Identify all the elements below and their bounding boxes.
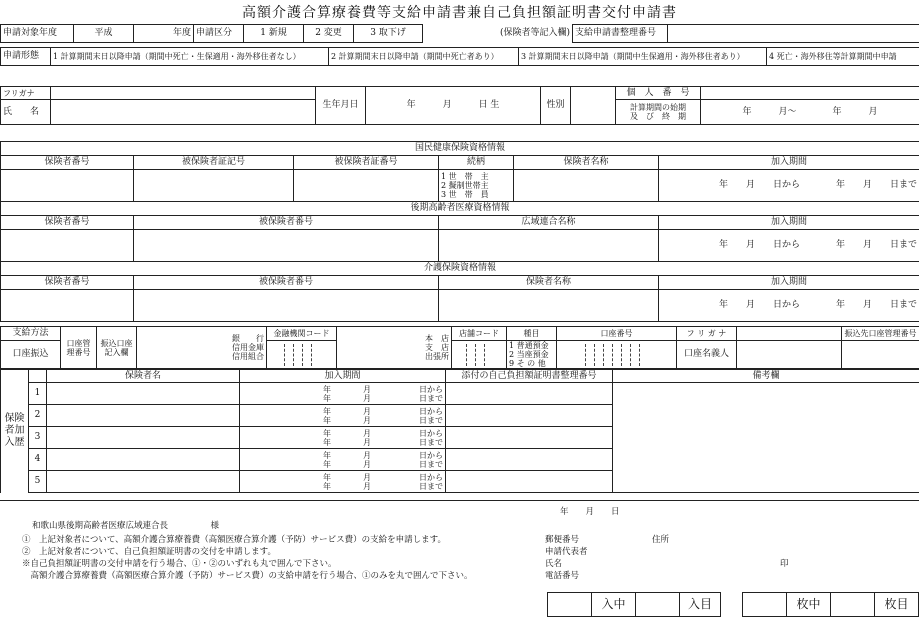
shumoku-options[interactable]: 1 普通預金 2 当座預金 9 そ の 他 [507, 341, 557, 369]
history-period-field[interactable]: 年 月 日から 年 月 日まで [240, 405, 446, 427]
kaigo-insurer-no-field[interactable] [1, 290, 134, 322]
count-field-3[interactable] [743, 593, 787, 617]
kaigo-insurer-name-field[interactable] [439, 290, 659, 322]
history-seiri-field[interactable] [446, 471, 613, 493]
form-type-label: 申請形態 [1, 48, 51, 66]
koza-no-label: 口座番号 [557, 327, 677, 341]
kokuho-col-period: 加入期間 [659, 156, 919, 170]
history-col-seiri: 添付の自己負担額証明書整理番号 [446, 370, 613, 383]
kokuho-col-insurer-name: 保険者名称 [514, 156, 659, 170]
kokuho-col-number: 被保険者証番号 [294, 156, 439, 170]
era-label: 平成 [74, 25, 134, 43]
history-row-no: 3 [29, 427, 47, 449]
form-type-option-3[interactable]: 3 計算期間末日以降申請（期間中生保適用・海外移住者あり） [519, 48, 767, 66]
kojin-label: 個 人 番 号 [616, 87, 701, 100]
history-table [0, 369, 919, 493]
kokuho-relation-options[interactable]: 1 世 帯 主 2 擬制世帯主 3 世 帯 員 [439, 170, 514, 202]
nendo-label: 年度 [134, 25, 194, 43]
furikomi-kanri-field[interactable] [842, 341, 919, 369]
history-period-field[interactable]: 年 月 日から 年 月 日まで [240, 383, 446, 405]
kouki-col-period: 加入期間 [659, 216, 919, 230]
history-insurer-field[interactable] [47, 383, 240, 405]
kubun-option-change[interactable]: 2 変更 [304, 25, 354, 43]
branch-type-options[interactable]: 本 店 支 店 出張所 [337, 327, 452, 369]
form-type-option-4[interactable]: 4 死亡・海外移住等計算期間中申請 [767, 48, 919, 66]
form-type-option-1[interactable]: 1 計算期間末日以降申請（期間中死亡・生保適用・海外移住者なし） [51, 48, 329, 66]
history-col-remarks: 備考欄 [613, 370, 919, 383]
kouki-union-field[interactable] [439, 230, 659, 262]
tenpo-code-label: 店舗コード [452, 327, 507, 341]
history-seiri-field[interactable] [446, 449, 613, 471]
note-1: ① 上記対象者について、高額介護合算療養費（高額医療合算介護（予防）サービス費）の支給を申請します。 [22, 535, 446, 545]
kokuho-col-symbol: 被保険者証記号 [134, 156, 294, 170]
count-field-1[interactable] [548, 593, 592, 617]
kaigo-header: 介護保険資格情報 [1, 262, 919, 276]
kokuho-col-insurer-no: 保険者番号 [1, 156, 134, 170]
kokuho-header: 国民健康保険資格情報 [1, 142, 919, 156]
form-title: 高額介護合算療養費等支給申請書兼自己負担額証明書交付申請書 [242, 5, 677, 21]
meigi-field[interactable] [737, 341, 842, 369]
daihyo-label: 申請代表者 [545, 547, 588, 557]
tenpo-code-field[interactable] [452, 341, 507, 369]
period-label: 計算期間の始期 及 び 終 期 [616, 100, 701, 125]
year-label: 申請対象年度 [1, 25, 74, 43]
history-col-period: 加入期間 [240, 370, 446, 383]
count-label-1: 入中 [592, 593, 636, 617]
history-side-label: 保険者加入歴 [1, 370, 29, 493]
kojin-field[interactable] [701, 87, 919, 100]
history-col-insurer: 保険者名 [47, 370, 240, 383]
history-period-field[interactable]: 年 月 日から 年 月 日まで [240, 449, 446, 471]
furikomi-kanri-label: 振込先口座管理番号 [842, 327, 919, 341]
kaigo-number-field[interactable] [134, 290, 439, 322]
history-insurer-field[interactable] [47, 427, 240, 449]
history-period-field[interactable]: 年 月 日から 年 月 日まで [240, 471, 446, 493]
kokuho-symbol-field[interactable] [134, 170, 294, 202]
history-row-no: 4 [29, 449, 47, 471]
koza-furikomi-label: 口座振込 [1, 341, 61, 369]
kubun-label: 申請区分 [194, 25, 244, 43]
kaigo-period-field[interactable]: 年 月 日から 年 月 日まで [659, 290, 919, 322]
history-period-field[interactable]: 年 月 日から 年 月 日まで [240, 427, 446, 449]
count-label-4: 枚目 [875, 593, 919, 617]
kaigo-col-insurer-no: 保険者番号 [1, 276, 134, 290]
koza-furigana-label: フ リ ガ ナ [677, 327, 737, 341]
kouki-period-field[interactable]: 年 月 日から 年 月 日まで [659, 230, 919, 262]
sex-field[interactable] [571, 87, 616, 125]
kokuho-period-field[interactable]: 年 月 日から 年 月 日まで [659, 170, 919, 202]
kaigo-col-number: 被保険者番号 [134, 276, 439, 290]
furigana-label: フリガナ [1, 87, 51, 100]
payment-table [0, 326, 919, 369]
bank-type-options[interactable]: 銀 行 信用金庫 信用組合 [137, 327, 267, 369]
history-row-no: 5 [29, 471, 47, 493]
count-field-4[interactable] [831, 593, 875, 617]
note-4: 高額介護合算療養費（高額医療合算介護（予防）サービス費）の支給申請を行う場合、①のみを丸で囲んで下さい。 [22, 571, 473, 581]
name-field[interactable] [51, 100, 316, 125]
application-date[interactable]: 年 月 日 [560, 507, 620, 517]
history-insurer-field[interactable] [47, 449, 240, 471]
count-box-b [742, 592, 919, 617]
history-col-blank [29, 370, 47, 383]
yubin-label: 郵便番号 [545, 535, 580, 545]
kanri-no-label: 口座管理番号 [61, 327, 97, 369]
tel-label: 電話番号 [545, 571, 580, 581]
kaigo-col-period: 加入期間 [659, 276, 919, 290]
meigi-label: 口座名義人 [677, 341, 737, 369]
kubun-option-withdraw[interactable]: 3 取下げ [354, 25, 423, 43]
seiri-label: 支給申請書整理番号 [573, 25, 668, 43]
history-row-no: 1 [29, 383, 47, 405]
birth-field[interactable]: 年 月 日 生 [366, 87, 541, 125]
count-label-3: 枚中 [787, 593, 831, 617]
application-form-type-table [0, 47, 919, 66]
qualification-table [0, 141, 919, 322]
kaigo-col-insurer-name: 保険者名称 [439, 276, 659, 290]
jusho-label: 住所 [652, 535, 670, 545]
seiri-field[interactable] [668, 25, 919, 43]
shumoku-label: 種目 [507, 327, 557, 341]
history-seiri-field[interactable] [446, 427, 613, 449]
kouki-number-field[interactable] [134, 230, 439, 262]
pay-method-label: 支給方法 [1, 327, 61, 341]
history-seiri-field[interactable] [446, 383, 613, 405]
note-2: ② 上記対象者について、自己負担額証明書の交付を申請します。 [22, 547, 276, 557]
kubun-option-new[interactable]: 1 新規 [244, 25, 304, 43]
furikomi-koza-label: 振込口座記入欄 [97, 327, 137, 369]
footer-divider [0, 500, 919, 501]
kinyu-code-label: 金融機関コード [267, 327, 337, 341]
koza-furigana-field[interactable] [737, 327, 842, 341]
kinyu-code-field[interactable] [267, 341, 337, 369]
history-seiri-field[interactable] [446, 405, 613, 427]
kokuho-col-relation: 続柄 [439, 156, 514, 170]
seal-mark: 印 [780, 559, 789, 569]
history-insurer-field[interactable] [47, 471, 240, 493]
kokuho-insurer-name-field[interactable] [514, 170, 659, 202]
birth-label: 生年月日 [316, 87, 366, 125]
kouki-insurer-no-field[interactable] [1, 230, 134, 262]
addressee: 和歌山県後期高齢者医療広域連合長 様 [32, 521, 220, 531]
kouki-col-union: 広域連合名称 [439, 216, 659, 230]
kouki-col-number: 被保険者番号 [134, 216, 439, 230]
form-type-option-2[interactable]: 2 計算期間末日以降申請（期間中死亡者あり） [329, 48, 519, 66]
furigana-field[interactable] [51, 87, 316, 100]
kouki-col-insurer-no: 保険者番号 [1, 216, 134, 230]
note-3: ※自己負担額証明書の交付申請を行う場合、①・②のいずれも丸で囲んで下さい。 [22, 559, 337, 569]
sex-label: 性別 [541, 87, 571, 125]
count-field-2[interactable] [636, 593, 680, 617]
count-label-2: 入目 [680, 593, 721, 617]
period-field[interactable]: 年 月〜 年 月 [701, 100, 919, 125]
person-table [0, 86, 919, 125]
history-remarks-field[interactable] [613, 383, 919, 493]
name-label: 氏 名 [1, 100, 51, 125]
kokuho-insurer-no-field[interactable] [1, 170, 134, 202]
kokuho-number-field[interactable] [294, 170, 439, 202]
hokensha-note: (保険者等記入欄) [423, 25, 573, 43]
koza-no-field[interactable] [557, 341, 677, 369]
kouki-header: 後期高齢者医療資格情報 [1, 202, 919, 216]
application-header-table [0, 24, 919, 43]
shimei-label: 氏名 [545, 559, 563, 569]
count-box-a [547, 592, 721, 617]
history-insurer-field[interactable] [47, 405, 240, 427]
history-row-no: 2 [29, 405, 47, 427]
